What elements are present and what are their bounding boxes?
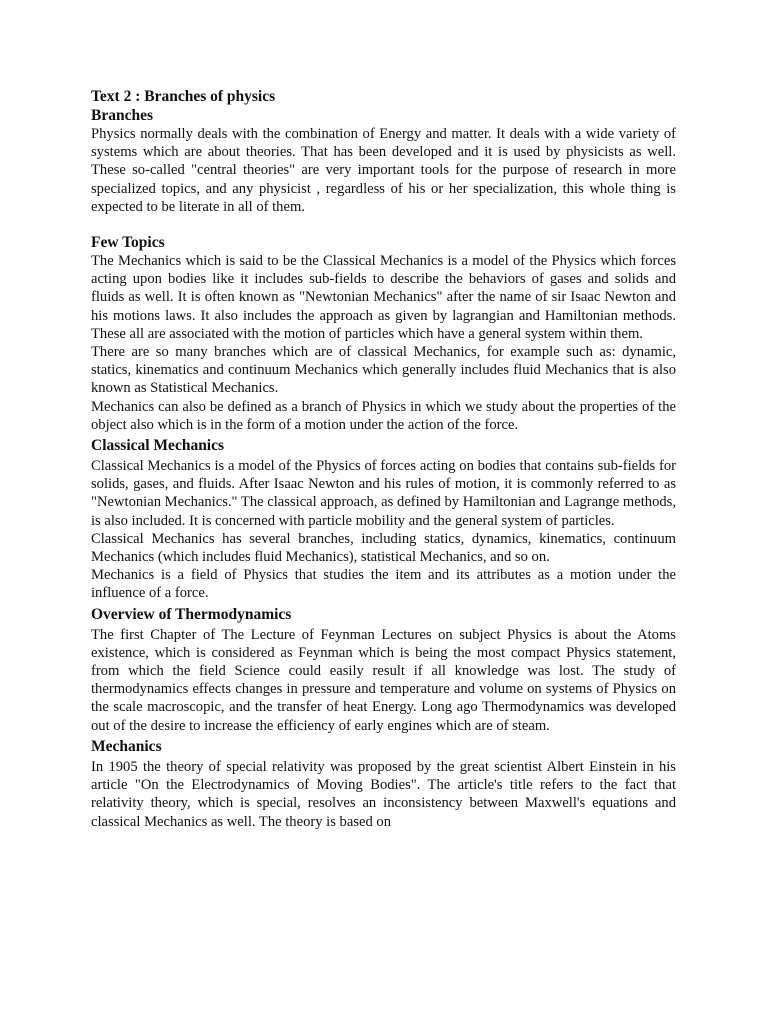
section-heading: Mechanics (91, 737, 162, 755)
paragraph: In 1905 the theory of special relativity was proposed by the great scientist Albert Einstein in his article "On the Electrodynamics of Moving Bodies". The article's title refers to the fact that relativity theory, which is special, resolves an inconsistency between Maxwell's equations and classical Mechanics as well. The theory is based on (91, 758, 676, 830)
section-heading: Classical Mechanics (91, 437, 225, 455)
paragraph: Mechanics is a field of Physics that studies the item and its attributes as a motion under the influence of a force. (91, 567, 676, 602)
paragraph: Classical Mechanics is a model of the Physics of forces acting on bodies that contains sub-fields for solids, gases, and fluids. After Isaac Newton and his rules of motion, it is commonly referred to as "Newtonian Mechanics." The classical approach, as defined by Hamiltonian and Lagrange methods, is also included. It is concerned with particle mobility and the general system of particles. (91, 458, 676, 529)
paragraph: Physics normally deals with the combination of Energy and matter. It deals with a wide variety of systems which are about theories. That has been developed and it is used by physicists as well. These so-called "central theories" are very important tools for the purpose of research in more specialized topics, and any physicist , regardless of his or her specialization, this whole thing is expected to be literate in all of them. (91, 126, 676, 215)
paragraph: Mechanics can also be defined as a branch of Physics in which we study about the properties of the object also which is in the form of a motion under the action of the force. (91, 398, 676, 433)
section-mechanics (91, 737, 676, 831)
section-branches (91, 106, 676, 216)
section-heading: Overview of Thermodynamics (91, 605, 292, 623)
paragraph: There are so many branches which are of classical Mechanics, for example such as: dynamic, statics, kinematics and continuum Mechanics which generally includes fluid Mechanics that is also known as Statistical Mechanics. (91, 344, 676, 397)
section-heading: Branches (91, 107, 153, 124)
paragraph: The first Chapter of The Lecture of Feynman Lectures on subject Physics is about the Atoms existence, which is considered as Feynman which is being the most compact Physics statement, from which the field Science could easily result if all knowledge was lost. The study of thermodynamics effects changes in pressure and temperature and volume on systems of Physics on the scale macroscopic, and the transfer of heat Energy. Long ago Thermodynamics was developed out of the desire to increase the efficiency of early engines which are of steam. (91, 626, 676, 734)
paragraph: Classical Mechanics has several branches, including statics, dynamics, kinematics, continuum Mechanics (which includes fluid Mechanics), statistical Mechanics, and so on. (91, 530, 676, 566)
section-classical-mechanics (91, 436, 676, 603)
section-few-topics (91, 233, 676, 434)
document-page (91, 87, 676, 831)
section-overview-thermodynamics (91, 605, 676, 735)
paragraph: The Mechanics which is said to be the Classical Mechanics is a model of the Physics which forces acting upon bodies like it includes sub-fields to describe the behaviors of gases and solids and fluids as well. It is often known as "Newtonian Mechanics" after the name of sir Isaac Newton and his motions laws. It also includes the approach as given by lagrangian and Hamiltonian methods. These all are associated with the motion of particles which have a general system within them. (91, 253, 676, 342)
document-title: Text 2 : Branches of physics (91, 88, 276, 105)
section-heading: Few Topics (91, 234, 165, 252)
